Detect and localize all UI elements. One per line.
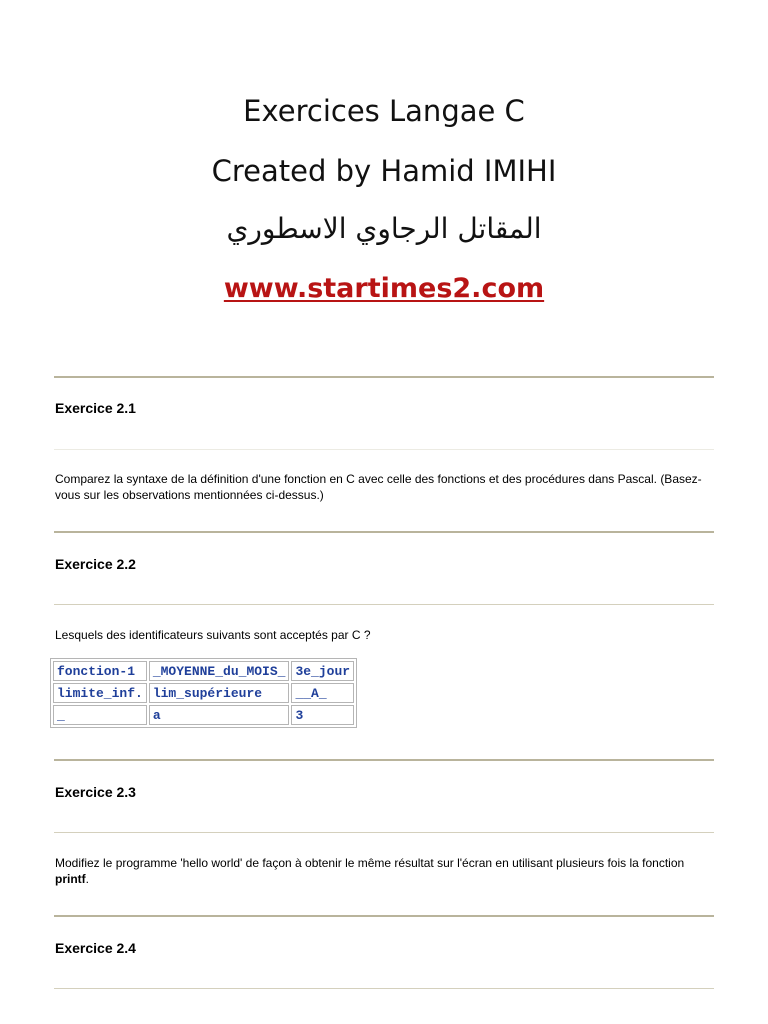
- section-divider: [54, 531, 714, 533]
- table-row: [53, 705, 354, 725]
- section-divider: [54, 759, 714, 761]
- identifiers-table: [50, 658, 357, 728]
- table-cell: lim_supérieure: [149, 683, 290, 703]
- exercise-text-2-3-end: .: [85, 872, 89, 886]
- table-cell: _MOYENNE_du_MOIS_: [149, 661, 290, 681]
- arabic-subtitle: المقاتل الرجاوي الاسطوري: [226, 212, 542, 245]
- heading-separator: [54, 988, 714, 989]
- author-line: Created by Hamid IMIHI: [211, 154, 557, 188]
- table-cell: _: [53, 705, 147, 725]
- exercise-text-2-3: [55, 855, 715, 887]
- table-row: [53, 661, 354, 681]
- heading-separator: [54, 604, 714, 605]
- table-row: [53, 683, 354, 703]
- exercise-heading-2-3: Exercice 2.3: [55, 784, 136, 800]
- section-divider: [54, 376, 714, 378]
- document-title: Exercices Langae C: [243, 94, 525, 128]
- exercise-heading-2-2: Exercice 2.2: [55, 556, 136, 572]
- table-cell: 3e_jour: [291, 661, 354, 681]
- exercise-heading-2-1: Exercice 2.1: [55, 400, 136, 416]
- printf-keyword: printf: [55, 872, 86, 886]
- table-cell: limite_inf.: [53, 683, 147, 703]
- section-divider: [54, 915, 714, 917]
- heading-separator: [54, 449, 714, 450]
- exercise-text-2-3-main: Modifiez le programme 'hello world' de façon à obtenir le même résultat sur l'écran en utilisant plusieurs fois la fonction: [55, 856, 685, 870]
- heading-separator: [54, 832, 714, 833]
- exercise-text-2-1: Comparez la syntaxe de la définition d'une fonction en C avec celle des fonctions et des procédures dans Pascal. (Basez-vous sur les observations mentionnées ci-dessus.): [55, 472, 702, 502]
- exercise-heading-2-4: Exercice 2.4: [55, 940, 136, 956]
- website-link[interactable]: www.startimes2.com: [223, 273, 545, 304]
- table-cell: __A_: [291, 683, 354, 703]
- exercise-text-2-2: Lesquels des identificateurs suivants sont acceptés par C ?: [55, 628, 371, 642]
- table-cell: fonction-1: [53, 661, 147, 681]
- table-cell: 3: [291, 705, 354, 725]
- table-cell: a: [149, 705, 290, 725]
